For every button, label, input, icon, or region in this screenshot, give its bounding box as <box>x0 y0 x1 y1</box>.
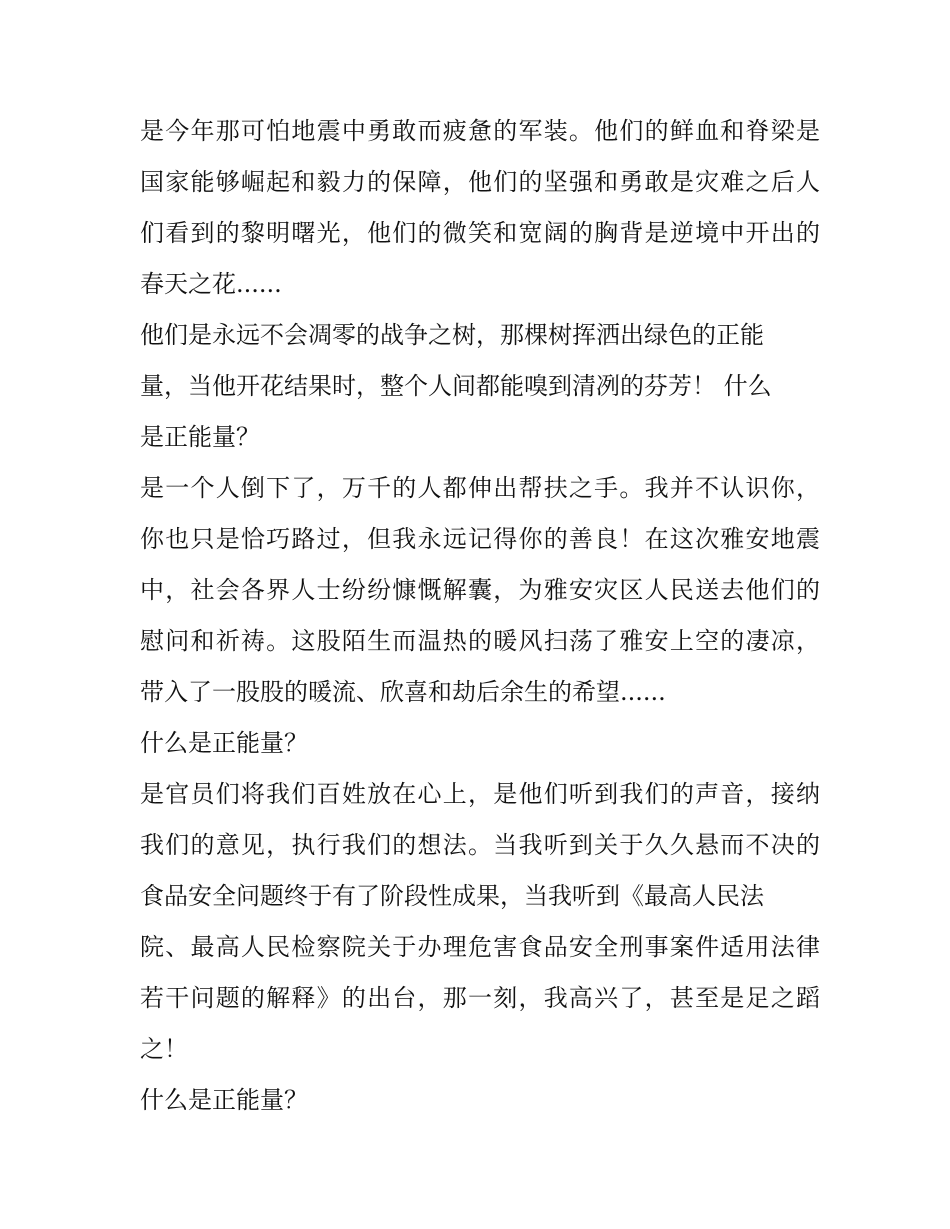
text-line: 是正能量？ <box>140 423 260 451</box>
body-text <box>140 106 820 1126</box>
text-line: 中，社会各界人士纷纷慷慨解囊，为雅安灾区人民送去他们的 <box>140 576 820 604</box>
text-line: 什么是正能量？ <box>140 729 308 757</box>
text-line: 之！ <box>140 1035 188 1063</box>
text-line: 量，当他开花结果时，整个人间都能嗅到清冽的芬芳！ 什么 <box>140 372 772 400</box>
text-line: 们看到的黎明曙光，他们的微笑和宽阔的胸背是逆境中开出的 <box>140 219 820 247</box>
text-line: 带入了一股股的暖流、欣喜和劫后余生的希望...... <box>140 678 666 706</box>
text-line: 我们的意见，执行我们的想法。当我听到关于久久悬而不决的 <box>140 831 820 859</box>
text-line: 是一个人倒下了，万千的人都伸出帮扶之手。我并不认识你， <box>140 474 820 502</box>
text-line: 你也只是恰巧路过，但我永远记得你的善良！在这次雅安地震 <box>140 525 820 553</box>
text-line: 春天之花...... <box>140 270 282 298</box>
text-line: 慰问和祈祷。这股陌生而温热的暖风扫荡了雅安上空的凄凉， <box>140 627 820 655</box>
text-line: 食品安全问题终于有了阶段性成果，当我听到《最高人民法 <box>140 882 764 910</box>
text-line: 是官员们将我们百姓放在心上，是他们听到我们的声音，接纳 <box>140 780 820 808</box>
text-line: 是今年那可怕地震中勇敢而疲惫的军装。他们的鲜血和脊梁是 <box>140 117 820 145</box>
text-line: 他们是永远不会凋零的战争之树，那棵树挥洒出绿色的正能 <box>140 321 764 349</box>
text-line: 什么是正能量？ <box>140 1086 308 1114</box>
text-line: 若干问题的解释》的出台，那一刻，我高兴了，甚至是足之蹈 <box>140 984 820 1012</box>
text-line: 国家能够崛起和毅力的保障，他们的坚强和勇敢是灾难之后人 <box>140 168 820 196</box>
text-line: 院、最高人民检察院关于办理危害食品安全刑事案件适用法律 <box>140 933 820 961</box>
